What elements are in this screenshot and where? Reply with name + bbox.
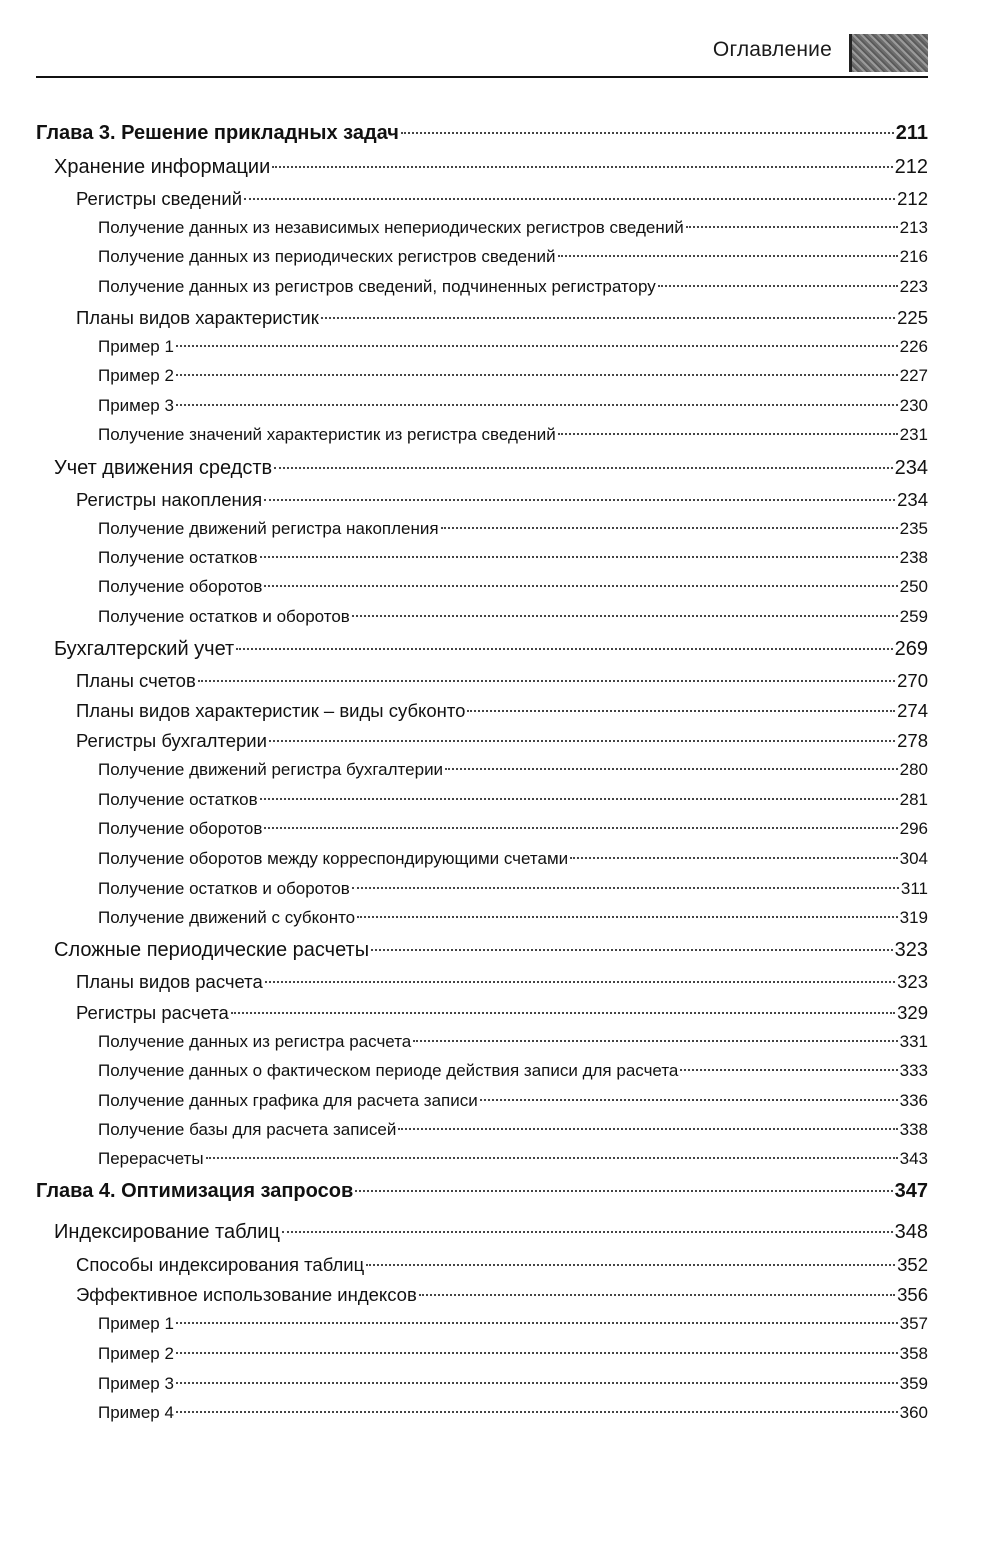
- toc-entry-page: 274: [897, 700, 928, 721]
- dot-leader: [176, 1322, 898, 1324]
- header-title: Оглавление: [712, 38, 832, 61]
- toc-entry: [76, 670, 928, 692]
- toc-entry: [98, 337, 928, 357]
- dot-leader: [265, 981, 895, 983]
- toc-entry-page: 356: [897, 1284, 928, 1305]
- dot-leader: [321, 317, 895, 319]
- toc-entry-title: Получение данных из регистров сведений, подчиненных регистратору: [98, 277, 656, 296]
- toc-entry-page: 360: [899, 1403, 928, 1422]
- toc-entry-title: Получение остатков и оборотов: [98, 879, 350, 898]
- dot-leader: [176, 1411, 898, 1413]
- toc-entry: [54, 156, 928, 179]
- toc-entry-title: Пример 4: [98, 1403, 174, 1422]
- toc-entry-page: 270: [897, 670, 928, 691]
- toc-entry-page: 269: [894, 638, 928, 660]
- toc-entry: [54, 939, 928, 962]
- dot-leader: [401, 132, 894, 134]
- dot-leader: [467, 710, 895, 712]
- toc-entry-page: 319: [899, 908, 928, 927]
- toc-entry-page: 278: [897, 730, 928, 751]
- toc-entry-title: Получение оборотов между корреспондирующими счетами: [98, 849, 569, 868]
- toc-entry-page: 333: [899, 1061, 928, 1080]
- toc-entry-page: 329: [897, 1002, 928, 1023]
- toc-entry-title: Индексирование таблиц: [54, 1221, 280, 1243]
- toc-entry: [54, 1221, 928, 1244]
- toc-entry-title: Получение данных из периодических регистров сведений: [98, 247, 556, 266]
- toc-entry-page: 336: [899, 1091, 928, 1110]
- dot-leader: [398, 1128, 897, 1130]
- toc-entry: [98, 1149, 928, 1169]
- toc-entry-page: 223: [899, 277, 928, 296]
- toc-entry-page: 230: [899, 396, 928, 415]
- toc-entry: [98, 1344, 928, 1364]
- toc-entry: [98, 577, 928, 597]
- toc-entry-title: Бухгалтерский учет: [54, 638, 235, 660]
- toc-entry-title: Планы счетов: [76, 670, 196, 691]
- toc-entry: [76, 1284, 928, 1306]
- toc-entry-title: Пример 3: [98, 396, 174, 415]
- toc-entry-title: Получение оборотов: [98, 577, 263, 596]
- dot-leader: [176, 345, 898, 347]
- toc-entry: [76, 188, 928, 210]
- toc-entry-title: Получение остатков: [98, 548, 258, 567]
- toc-entry-title: Регистры накопления: [76, 489, 263, 510]
- toc-entry-title: Хранение информации: [54, 156, 271, 178]
- toc-entry-page: 226: [899, 337, 928, 356]
- toc-entry-page: 357: [899, 1314, 928, 1333]
- toc-entry: [98, 1032, 928, 1052]
- dot-leader: [231, 1012, 895, 1014]
- toc-entry: [98, 218, 928, 238]
- toc-entry: [98, 760, 928, 780]
- toc-entry: [98, 908, 928, 928]
- toc-entry: [98, 277, 928, 297]
- toc-entry-title: Регистры расчета: [76, 1002, 229, 1023]
- toc-entry-title: Получение значений характеристик из регистра сведений: [98, 425, 556, 444]
- dot-leader: [198, 680, 895, 682]
- dot-leader: [658, 285, 898, 287]
- toc-entry: [76, 730, 928, 752]
- toc-entry-title: Регистры бухгалтерии: [76, 730, 267, 751]
- dot-leader: [570, 857, 897, 859]
- toc-entry: [98, 396, 928, 416]
- toc-entry-page: 280: [899, 760, 928, 779]
- toc-entry-title: Глава 3. Решение прикладных задач: [36, 122, 399, 144]
- header-decoration: [849, 34, 928, 72]
- toc-entry: [76, 1254, 928, 1276]
- toc-entry-page: 311: [900, 879, 928, 898]
- toc-entry-page: 352: [897, 1254, 928, 1275]
- dot-leader: [269, 740, 895, 742]
- toc-entry-title: Получение оборотов: [98, 819, 263, 838]
- dot-leader: [244, 198, 895, 200]
- toc-entry-title: Планы видов характеристик: [76, 307, 319, 328]
- toc-entry-page: 227: [899, 366, 928, 385]
- toc-entry: [98, 819, 928, 839]
- toc-entry: [76, 307, 928, 329]
- dot-leader: [176, 374, 898, 376]
- toc-entry-title: Планы видов характеристик – виды субконто: [76, 700, 466, 721]
- toc-entry: [98, 247, 928, 267]
- toc-entry-title: Получение данных из регистра расчета: [98, 1032, 412, 1051]
- dot-leader: [282, 1231, 893, 1233]
- toc-entry-page: 216: [899, 247, 928, 266]
- toc-entry-title: Пример 1: [98, 1314, 174, 1333]
- dot-leader: [206, 1157, 898, 1159]
- dot-leader: [357, 916, 897, 918]
- toc-entry-page: 212: [897, 188, 928, 209]
- toc-entry-title: Пример 2: [98, 1344, 174, 1363]
- toc-entry: [98, 879, 928, 899]
- dot-leader: [274, 467, 892, 469]
- dot-leader: [686, 226, 898, 228]
- toc-entry-title: Получение базы для расчета записей: [98, 1120, 397, 1139]
- toc-entry-page: 231: [899, 425, 928, 444]
- toc-entry-page: 304: [899, 849, 928, 868]
- toc-entry-page: 225: [897, 307, 928, 328]
- toc-entry: [36, 122, 928, 145]
- toc-entry-title: Пример 3: [98, 1374, 174, 1393]
- toc-entry: [36, 1180, 928, 1203]
- toc-entry-page: 338: [899, 1120, 928, 1139]
- dot-leader: [366, 1264, 895, 1266]
- toc-entry: [98, 366, 928, 386]
- toc-entry-title: Получение данных из независимых непериодических регистров сведений: [98, 218, 684, 237]
- toc-entry: [98, 790, 928, 810]
- toc-entry: [98, 519, 928, 539]
- toc-entry: [98, 607, 928, 627]
- toc-entry: [76, 1002, 928, 1024]
- toc-entry-title: Получение данных о фактическом периоде действия записи для расчета: [98, 1061, 679, 1080]
- toc-entry-page: 213: [899, 218, 928, 237]
- toc-entry-title: Получение движений регистра накопления: [98, 519, 439, 538]
- dot-leader: [264, 499, 895, 501]
- toc-entry-title: Получение остатков и оборотов: [98, 607, 350, 626]
- dot-leader: [260, 798, 898, 800]
- toc-entry-title: Получение данных графика для расчета записи: [98, 1091, 478, 1110]
- toc-entry: [98, 1403, 928, 1423]
- toc-entry-page: 211: [895, 122, 928, 144]
- dot-leader: [176, 1382, 898, 1384]
- toc-entry-title: Учет движения средств: [54, 457, 273, 479]
- toc-entry-title: Получение движений регистра бухгалтерии: [98, 760, 444, 779]
- toc-entry: [98, 1061, 928, 1081]
- toc-entry-page: 358: [899, 1344, 928, 1363]
- toc-entry-page: 359: [899, 1374, 928, 1393]
- dot-leader: [558, 255, 898, 257]
- toc-entry-page: 296: [899, 819, 928, 838]
- dot-leader: [419, 1294, 895, 1296]
- toc-entry-title: Планы видов расчета: [76, 971, 263, 992]
- toc-entry-page: 212: [894, 156, 928, 178]
- dot-leader: [445, 768, 898, 770]
- toc-entry-page: 343: [899, 1149, 928, 1168]
- toc-entry: [76, 971, 928, 993]
- toc-entry: [98, 1374, 928, 1394]
- dot-leader: [176, 404, 898, 406]
- toc-entry: [98, 425, 928, 445]
- toc-entry-title: Сложные периодические расчеты: [54, 939, 370, 961]
- dot-leader: [371, 949, 893, 951]
- toc-entry: [76, 700, 928, 722]
- toc-entry-title: Эффективное использование индексов: [76, 1284, 417, 1305]
- toc-entry-page: 323: [894, 939, 928, 961]
- dot-leader: [260, 556, 898, 558]
- toc-entry-page: 234: [894, 457, 928, 479]
- toc-entry: [54, 638, 928, 661]
- dot-leader: [558, 433, 898, 435]
- toc-entry-page: 238: [899, 548, 928, 567]
- toc-entry-title: Пример 1: [98, 337, 174, 356]
- dot-leader: [176, 1352, 898, 1354]
- toc-entry-page: 250: [899, 577, 928, 596]
- toc-entry-title: Глава 4. Оптимизация запросов: [36, 1180, 354, 1202]
- running-header: [36, 32, 928, 78]
- toc-entry-title: Получение движений с субконто: [98, 908, 356, 927]
- toc-entry-page: 281: [899, 790, 928, 809]
- dot-leader: [352, 615, 898, 617]
- toc-entry-title: Способы индексирования таблиц: [76, 1254, 365, 1275]
- toc-entry-page: 323: [897, 971, 928, 992]
- toc-entry-title: Регистры сведений: [76, 188, 243, 209]
- toc-entry-page: 347: [894, 1180, 928, 1202]
- toc-entry: [98, 1091, 928, 1111]
- toc-entry-page: 348: [894, 1221, 928, 1243]
- toc-entry: [98, 548, 928, 568]
- dot-leader: [480, 1099, 898, 1101]
- toc-entry: [54, 457, 928, 480]
- dot-leader: [355, 1190, 892, 1192]
- toc-entry-title: Перерасчеты: [98, 1149, 204, 1168]
- toc-entry-page: 234: [897, 489, 928, 510]
- dot-leader: [680, 1069, 897, 1071]
- toc-entry: [98, 849, 928, 869]
- toc-entry: [98, 1314, 928, 1334]
- toc-entry-page: 259: [899, 607, 928, 626]
- dot-leader: [236, 648, 892, 650]
- toc-entry-title: Получение остатков: [98, 790, 258, 809]
- dot-leader: [413, 1040, 897, 1042]
- toc-entry-title: Пример 2: [98, 366, 174, 385]
- dot-leader: [264, 585, 897, 587]
- dot-leader: [264, 827, 897, 829]
- toc-entry: [98, 1120, 928, 1140]
- toc-entry-page: 235: [899, 519, 928, 538]
- toc-entry-page: 331: [899, 1032, 928, 1051]
- dot-leader: [441, 527, 898, 529]
- toc-entry: [76, 489, 928, 511]
- dot-leader: [272, 166, 892, 168]
- dot-leader: [352, 887, 899, 889]
